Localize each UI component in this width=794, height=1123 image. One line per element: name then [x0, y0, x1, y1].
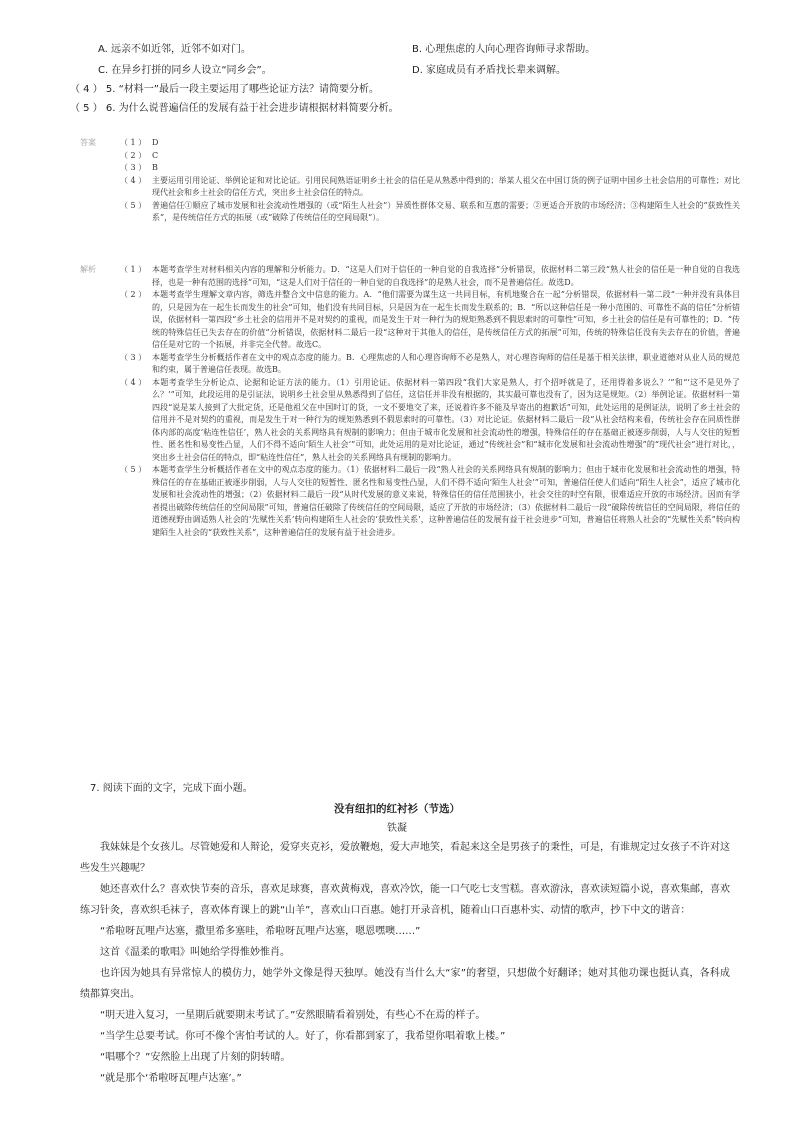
answer-item — [120, 150, 740, 163]
passage-paragraph: “当学生总要考试。你可不像个害怕考试的人。好了，你看都到家了，我希望你唱着歌上楼。” — [100, 1031, 506, 1042]
answer-item — [120, 137, 740, 150]
passage-paragraph: “明天进入复习，一星期后就要期末考试了。”安然眼睛看着别处，有些心不在焉的样子。 — [100, 1010, 486, 1021]
answer-item-text: C — [152, 150, 159, 160]
answer-item-number: （ 3 ） — [120, 163, 147, 172]
answer-item-text: 普遍信任①顺应了城市发展和社会流动性增强的（或“陌生人社会”）异质性群体交易、联系和互惠的需要；②更适合开放的市场经济；③构建陌生人社会的“获致性关系”，是传统信任方式的拓展（或“破除了传统信任的空间局限”）。 — [152, 200, 740, 222]
passage-paragraph: “唱哪个？”安然脸上出现了片刻的阴转晴。 — [100, 1052, 291, 1063]
answer-label: 答案 — [80, 138, 96, 147]
analysis-label: 解析 — [80, 265, 96, 274]
answer-item-number: （ 5 ） — [120, 200, 147, 210]
answer-list — [120, 137, 740, 225]
option-a: A. 远亲不如近邻，近邻不如对门。 — [98, 44, 252, 55]
analysis-item-text: 本题考查学生分析论点、论据和论证方法的能力。（1）引用论证。依据材料一第四段“我们大家是熟人，打个招呼就是了，还用得着多说么？’”和“‘这不是见外了么？’”可知，此段运用的是引证法，说明乡土社会里从熟悉得到了信任，这信任并非没有根据的，其实最可靠也没有了，因为这是规矩。（2）举例论证。依据材料一第四段“说是某人接到了大批定货，还是他祖父在中国时订的货，一文不要地交了来，还说着许多不能及早寄出的抱歉话”可知，此处运用的是例证法，说明了乡土社会的信用并不是对契约的重视，而是发生于对一种行为的规矩熟悉到不假思索时的可靠性。（3）对比论证。依据材料二最后一段“从社会结构来看，传统社会存在同质性群体内部的高度‘粘连性信任’，熟人社会的关系网络具有规制的影响力；但由于城市化发展和社会流动性的增强，特殊信任的存在基础正被逐步削弱，人与人交往的短暂性、匿名性和易变性凸显，人们不得不适向‘陌生人社会’”可知，此处运用的是对比论证，通过“传统社会”和“城市化发展和社会流动性增强”的“现代社会”进行对比，，突出乡土社会信任的特点，即“粘连性信任”，熟人社会的关系网络具有规制的影响力。 — [152, 377, 740, 462]
section-7-prompt: 7. 阅读下面的文字，完成下面小题。 — [90, 783, 253, 794]
passage-paragraph: 也许因为她具有异常惊人的模仿力，她学外文像是得天独厚。她没有当什么大“家”的奢望，只想做个好翻译；她对其他功课也挺认真，各科成绩都算突出。 — [80, 968, 730, 1000]
analysis-item-number: （ 3 ） — [120, 352, 147, 362]
answer-item-number: （ 2 ） — [120, 150, 147, 160]
answer-item-text: 主要运用引用论证、举例论证和对比论证。引用民间熟语证明乡土社会的信任是从熟悉中得到的；举某人祖父在中国订货的例子证明中国乡土社会信用的可靠性；对比现代社会和乡土社会的信任方式，突出乡土社会信任的特点。 — [152, 175, 740, 197]
analysis-item — [120, 352, 740, 377]
answer-item — [120, 200, 740, 225]
passage-body — [80, 837, 730, 1089]
passage-paragraph: 我妹妹是个女孩儿。尽管她爱和人辩论，爱穿夹克衫，爱放鞭炮，爱大声地笑，看起来这全是男孩子的秉性，可是，有谁规定过女孩子不许对这些发生兴趣呢？ — [80, 842, 730, 874]
analysis-item-number: （ 1 ） — [120, 265, 147, 274]
passage-author: 铁凝 — [387, 823, 407, 834]
analysis-item — [120, 464, 740, 539]
analysis-item-number: （ 4 ） — [120, 377, 147, 387]
analysis-item-text: 本题考查学生分析概括作者在文中的观点态度的能力。（1）依据材料二最后一段“熟人社会的关系网络具有规制的影响力；但由于城市化发展和社会流动性的增强，特殊信任的存在基础正被逐步削弱，人与人交往的短暂性、匿名性和易变性凸显，人们不得不适向‘陌生人社会’”可知，普遍信任使人们适向“陌生人社会”，适应了城市化发展和社会流动性的增强；（2）依据材料二最后一段“从时代发展的意义来说，特殊信任的信任范围狭小，社会交往的时空有限，很难适应开放的市场经济。因而有学者提出破除传统信任的空间局限”可知，普遍信任破除了传统信任的空间局限，适应了开放的市场经济；（3）依据材料二最后一段“破除传统信任的空间局限，将信任的道德视野由调适熟人社会的‘先赋性关系’转向构建陌生人社会的‘获致性关系’，这种普遍信任的发展有益于社会进步”可知，普遍信任将熟人社会的“先赋性关系”转向构建陌生人社会的“获致性关系”，这种普遍信任的发展有益于社会进步。 — [152, 465, 740, 537]
option-c: C. 在异乡打拼的同乡人设立“同乡会”。 — [98, 65, 272, 76]
answer-section — [80, 137, 740, 225]
analysis-item-text: 本题考查学生对材料相关内容的理解和分析能力。D．“这是人们对于信任的一种自觉的自我选择”分析错误，依据材料二第三段“熟人社会的信任是一种自觉的自我选择，也是一种有范围的选择”可知，“这是人们对于信任的一种自觉的自我选择”的是熟人社会，而不是普遍信任。故选D。 — [152, 265, 740, 287]
analysis-section — [80, 264, 740, 539]
analysis-item-text: 本题考查学生分析概括作者在文中的观点态度的能力。B．心理焦虑的人和心理咨询师不必是熟人，对心理咨询师的信任是基于相关法律，职业道德对从业人员的规范和约束，属于普遍信任表现。故选B。 — [152, 352, 740, 374]
passage-paragraph: “希啦呀瓦哩卢达塞，撒里希多塞哇，希啦呀瓦哩卢达塞，嗯恩嘿噢……” — [100, 926, 421, 937]
answer-item-number: （ 4 ） — [120, 175, 147, 185]
option-b: B. 心理焦虑的人向心理咨询师寻求帮助。 — [412, 44, 596, 55]
analysis-item-text: 本题考查学生理解文章内容，筛选并整合文中信息的能力。A．“他们需要为谋生这一共同目标，有机地聚合在一起”分析错误，依据材料一第二段“一种并没有具体目的，只是因为在一起生长而发生的社会”可知，他们没有共同目标，只是因为在一起生长而发生联系的；B．“所以这种信任是一种小范围的、可靠性不高的信任”分析错误，依据材料一第四段“乡土社会的信用并不是对契约的重视，而是发生于对一种行为的规矩熟悉到不假思索时的可靠性”可知，乡土社会的信任是有可靠性的；D．“传统的特殊信任已失去存在的价值”分析错误，依据材料二最后一段“这种对于其他人的信任，是传统信任方式的拓展”可知，传统的特殊信任没有失去存在的价值，普遍信任是对它的一个拓展，并非完全代替。故选C。 — [152, 290, 740, 349]
answer-item-text: B — [152, 163, 158, 172]
passage-paragraph: “就是那个‘希啦呀瓦哩卢达塞’。” — [100, 1073, 242, 1084]
question-5: （ 4 ） 5. “材料一”最后一段主要运用了哪些论证方法？请简要分析。 — [70, 84, 379, 95]
passage-paragraph: 这首《温柔的歌唱》叫她给学得惟妙惟肖。 — [100, 947, 290, 958]
analysis-list — [120, 264, 740, 539]
question-6: （ 5 ） 6. 为什么说普遍信任的发展有益于社会进步请根据材料简要分析。 — [70, 103, 399, 114]
answer-item-text: D — [152, 138, 159, 147]
option-d: D. 家庭成员有矛盾找长辈来调解。 — [412, 65, 567, 76]
analysis-item — [120, 377, 740, 465]
passage-paragraph: 她还喜欢什么？喜欢快节奏的音乐，喜欢足球赛，喜欢黄梅戏，喜欢冷饮，能一口气吃七支雪糕。喜欢游泳，喜欢读短篇小说，喜欢集邮，喜欢练习针灸，喜欢织毛袜子，喜欢体育课上的跳“山羊”，喜欢山口百惠。她打开录音机，随着山口百惠朴实、动情的歌声，抄下中文的谐音： — [80, 884, 730, 916]
answer-item — [120, 175, 740, 200]
answer-item-number: （ 1 ） — [120, 138, 147, 147]
analysis-item — [120, 264, 740, 289]
analysis-item — [120, 289, 740, 352]
analysis-item-number: （ 2 ） — [120, 290, 147, 299]
passage-title: 没有纽扣的红衬衫（节选） — [334, 803, 460, 815]
analysis-item-number: （ 5 ） — [120, 465, 147, 474]
answer-item — [120, 162, 740, 175]
